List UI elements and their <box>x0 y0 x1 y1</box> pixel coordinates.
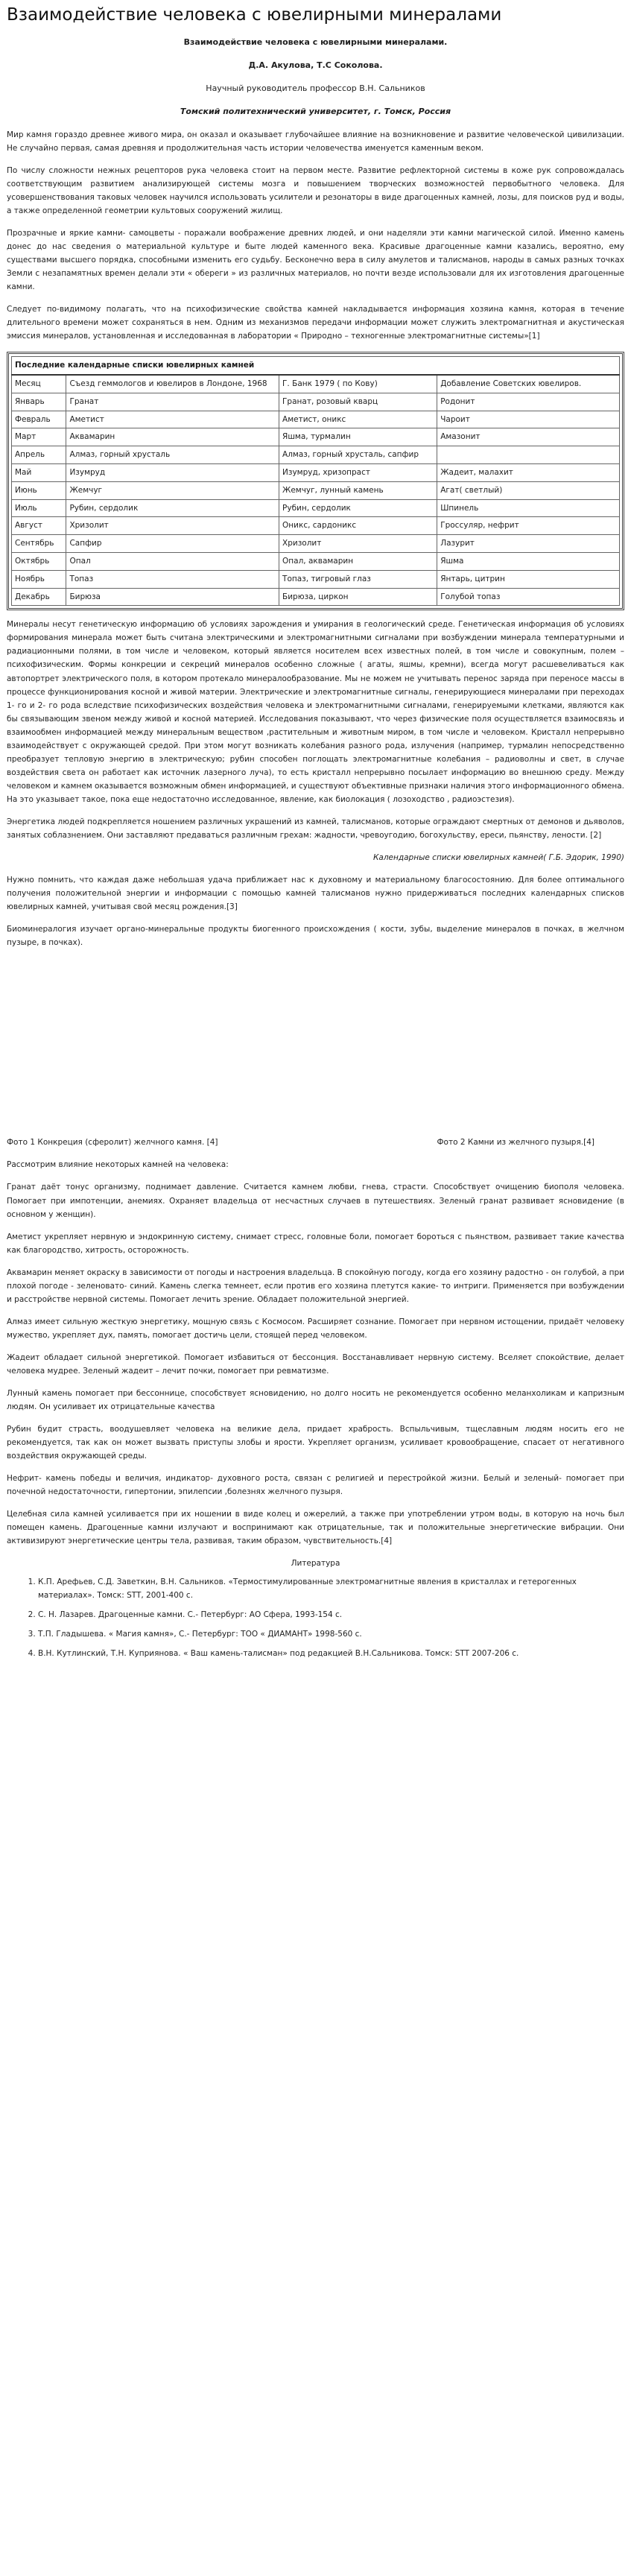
body-section <box>7 618 624 949</box>
table-caption: Последние календарные списки ювелирных камней <box>12 357 620 375</box>
table-cell: Аметист <box>66 411 279 428</box>
paragraph: Биоминералогия изучает органо-минеральные продукты биогенного происхождения ( кости, зубы, выделение минералов в почках, в желчном пузыре, в почках). <box>7 925 624 948</box>
table-cell: Март <box>12 428 66 446</box>
table-row <box>12 411 620 428</box>
table-row <box>12 428 620 446</box>
table-row <box>12 552 620 570</box>
table-cell: Опал, аквамарин <box>279 552 437 570</box>
references-title: Литература <box>291 1559 340 1569</box>
table-cell: Амазонит <box>437 428 620 446</box>
table-cell: Изумруд <box>66 463 279 481</box>
reference-item: 1. К.П. Арефьев, С.Д. Заветкин, В.Н. Сальников. «Термостимулированные электромагнитные явления в кристаллах и гетерогенных материалах». Томск: STT, 2001-400 с. <box>38 1575 624 1602</box>
table-cell: Янтарь, цитрин <box>437 570 620 588</box>
table-cell: Сапфир <box>66 535 279 553</box>
table-cell: Алмаз, горный хрусталь <box>66 446 279 464</box>
table-cell: Топаз <box>66 570 279 588</box>
paragraph: Алмаз имеет сильную жесткую энергетику, мощную связь с Космосом. Расширяет сознание. Помогает при нервном истощении, придаёт человеку мужество, укрепляет дух, память, помогает достичь цели, стоящей перед человеком. <box>7 1317 624 1340</box>
table-header-cell: Г. Банк 1979 ( по Кову) <box>279 375 437 393</box>
references-list <box>7 1575 624 1660</box>
table-cell: Бирюза <box>66 588 279 606</box>
reference-item: 2. С. Н. Лазарев. Драгоценные камни. С.- Петербург: АО Сфера, 1993-154 с. <box>38 1608 624 1621</box>
minerals-section <box>7 1158 624 1548</box>
paragraph: Нужно помнить, что каждая даже небольшая удача приближает нас к духовному и материальному благосостоянию. Для более оптимального получения положительной энергии и информации с помощью камней талисманов нужно придерживаться последних календарных списков ювелирных камней, учитывая свой месяц рождения.[3] <box>7 876 624 912</box>
table-cell: Октябрь <box>12 552 66 570</box>
table-cell: Агат( светлый) <box>437 481 620 499</box>
table-cell: Родонит <box>437 393 620 411</box>
photo-area <box>7 958 624 1136</box>
table-cell: Рубин, сердолик <box>279 499 437 517</box>
paragraph: Целебная сила камней усиливается при их ношении в виде колец и ожерелий, а также при употреблении утром воды, в которую на ночь был помещен камень. Драгоценные камни излучают и воспринимают как отрицательные, так и положительные энергетические вибрации. Они активизируют энергетические центры тела, развивая, таким образом, чувствительность.[4] <box>7 1510 624 1546</box>
paragraph: Жадеит обладает сильной энергетикой. Помогает избавиться от бессонция. Восстанавливает нервную систему. Вселяет спокойствие, делает человека мудрее. Зеленый жадеит – лечит почки, помогает при ревматизме. <box>7 1352 624 1376</box>
table-header-cell: Месяц <box>12 375 66 393</box>
table-row <box>12 499 620 517</box>
table-cell: Гранат <box>66 393 279 411</box>
paragraph: Гранат даёт тонус организму, поднимает давление. Считается камнем любви, гнева, страсти. Способствует очищению биополя человека. Помогает при импотенции, анемиях. Охраняет владельца от несчастных случаев в путешествиях. Зеленый гранат развивает ясновидение (в основном у женщин). <box>7 1183 624 1219</box>
table-cell: Гранат, розовый кварц <box>279 393 437 411</box>
supervisor: Научный руководитель профессор В.Н. Сальников <box>206 83 425 93</box>
paragraph: Нефрит- камень победы и величия, индикатор- духовного роста, связан с религией и перестройкой жизни. Белый и зеленый- помогает при почечной недостаточности, гипертонии, эпилепсии ,болезнях желчного пузыря. <box>7 1474 624 1497</box>
table-cell: Июнь <box>12 481 66 499</box>
table-cell: Июль <box>12 499 66 517</box>
table-cell: Яшма <box>437 552 620 570</box>
table-cell <box>437 446 620 464</box>
table-cell: Бирюза, циркон <box>279 588 437 606</box>
table-cell: Голубой топаз <box>437 588 620 606</box>
table-cell: Август <box>12 517 66 535</box>
table-cell: Хризолит <box>66 517 279 535</box>
table-cell: Декабрь <box>12 588 66 606</box>
table-row <box>12 446 620 464</box>
paragraph: Аквамарин меняет окраску в зависимости от погоды и настроения владельца. В спокойную погоду, когда его хозяину радостно - он голубой, а при плохой погоде - зеленовато- синий. Камень слегка темнеет, если против его хозяина плетутся какие- то интриги. Применяется при возбуждении и расстройстве нервной системы. Помогает лечить зрение. Обладает положительной энергией. <box>7 1268 624 1304</box>
table-citation: Календарные списки ювелирных камней( Г.Б. Эдорик, 1990) <box>372 853 624 863</box>
table-cell: Ноябрь <box>12 570 66 588</box>
table-cell: Гроссуляр, нефрит <box>437 517 620 535</box>
table-row <box>12 588 620 606</box>
paragraph: Прозрачные и яркие камни- самоцветы - поражали воображение древних людей, и они наделяли эти камни магической силой. Именно камень донес до нас сведения о материальной культуре и быте людей каменного века. Красивые драгоценные камни казались, вероятно, ему существами высшего порядка, способными изменить его судьбу. Бесконечно вера в силу амулетов и талисманов, народы в самых разных точках Земли с незапамятных времен делали эти « обереги » из различных материалов, но почти везде использовали для их изготовления драгоценные камни. <box>7 228 624 291</box>
paragraph: Лунный камень помогает при бессоннице, способствует ясновидению, но долго носить не рекомендуется особенно меланхоликам и капризным людям. Он усиливает их отрицательные качества <box>7 1389 624 1412</box>
paragraph: Аметист укрепляет нервную и эндокринную систему, снимает стресс, головные боли, помогает бороться с пьянством, развивает такие качества как благородство, хитрость, осторожность. <box>7 1232 624 1255</box>
table-cell: Февраль <box>12 411 66 428</box>
table-cell: Рубин, сердолик <box>66 499 279 517</box>
table-header-cell: Съезд геммологов и ювелиров в Лондоне, 1968 <box>66 375 279 393</box>
table-header-cell: Добавление Советских ювелиров. <box>437 375 620 393</box>
table-cell: Жемчуг <box>66 481 279 499</box>
authors: Д.А. Акулова, Т.С Соколова. <box>248 60 383 70</box>
table-row <box>12 535 620 553</box>
table-cell: Январь <box>12 393 66 411</box>
table-cell: Опал <box>66 552 279 570</box>
table-cell: Жадеит, малахит <box>437 463 620 481</box>
table-cell: Аметист, оникс <box>279 411 437 428</box>
paragraph: Мир камня гораздо древнее живого мира, он оказал и оказывает глубочайшее влияние на возникновение и развитие человеческой цивилизации. Не случайно первая, самая древняя и продолжительная часть истории человечества именуется каменным веком. <box>7 130 624 153</box>
table-cell: Май <box>12 463 66 481</box>
paragraph: Рассмотрим влияние некоторых камней на человека: <box>7 1160 229 1170</box>
table-body <box>12 393 620 606</box>
table-cell: Изумруд, хризопраст <box>279 463 437 481</box>
table-row <box>12 463 620 481</box>
table-header-row <box>12 375 620 393</box>
table-cell: Хризолит <box>279 535 437 553</box>
intro-section <box>7 128 624 344</box>
table-cell: Жемчуг, лунный камень <box>279 481 437 499</box>
photo-caption-2: Фото 2 Камни из желчного пузыря.[4] <box>437 1138 594 1148</box>
table-cell: Алмаз, горный хрусталь, сапфир <box>279 446 437 464</box>
table-row <box>12 570 620 588</box>
paragraph: По числу сложности нежных рецепторов рука человека стоит на первом месте. Развитие рефлекторной системы в кожe рук сопровождалась соответствующим развитием анализирующей системы мозга и повышением творческих возможностей первобытного человека. Для усовершенствования таковых человек научился использовать усилители и резонаторы в виде драгоценных камней, лозы, для поисков руд и воды, а также определенной геометрии культовых сооружений жилищ. <box>7 165 624 215</box>
table-cell: Шпинель <box>437 499 620 517</box>
table-row <box>12 517 620 535</box>
page-title: Взаимодействие человека с ювелирными минералами <box>7 5 502 25</box>
photo-captions <box>7 1136 624 1149</box>
table-cell: Яшма, турмалин <box>279 428 437 446</box>
table-cell: Сентябрь <box>12 535 66 553</box>
table-cell: Лазурит <box>437 535 620 553</box>
table-cell: Аквамарин <box>66 428 279 446</box>
paragraph: Рубин будит страсть, воодушевляет человека на великие дела, придает храбрость. Вспыльчивым, тщеславным людям носить его не рекомендуется, так как он может вызвать приступы злобы и ярости. Укрепляет организм, усиливает кровообращение, спасает от негативного воздействия окружающей среды. <box>7 1425 624 1461</box>
table-row <box>12 481 620 499</box>
table-cell: Чароит <box>437 411 620 428</box>
photo-caption-1: Фото 1 Конкреция (сферолит) желчного камня. [4] <box>7 1138 218 1148</box>
calendar-table-frame <box>7 352 624 610</box>
paragraph: Следует по-видимому полагать, что на психофизические свойства камней накладывается информация хозяина камня, которая в течение длительного времени может сохраняться в нем. Одним из механизмов передачи информации может служить электромагнитная и акустическая эмиссия минералов, установленная и исследованная в лаборатории « Природно – техногенные электромагнитные системы»[1] <box>7 305 624 341</box>
table-cell: Оникс, сардоникс <box>279 517 437 535</box>
affiliation: Томский политехнический университет, г. Томск, Россия <box>180 106 451 116</box>
table-row <box>12 393 620 411</box>
table-cell: Апрель <box>12 446 66 464</box>
table-cell: Топаз, тигровый глаз <box>279 570 437 588</box>
reference-item: 4. В.Н. Кутлинский, Т.Н. Куприянова. « Ваш камень-талисман» под редакцией В.Н.Сальникова. Томск: STT 2007-206 с. <box>38 1647 624 1660</box>
calendar-table <box>11 356 620 606</box>
reference-item: 3. Т.П. Гладышева. « Магия камня», С.- Петербург: ТОО « ДИАМАНТ» 1998-560 с. <box>38 1627 624 1641</box>
paragraph: Энергетика людей подкрепляется ношением различных украшений из камней, талисманов, которые ограждают смертных от демонов и дьяволов, занятых соблазнением. Они заставляют предаваться различным грехам: жадности, чревоугодию, богохульству, ереси, пьянству, лености. [2] <box>7 817 624 841</box>
paper-subtitle: Взаимодействие человека с ювелирными минералами. <box>183 37 448 47</box>
paragraph: Минералы несут генетическую информацию об условиях зарождения и умирания в геологический среде. Генетическая информация об условиях формирования минерала может быть считана электрическими и электромагнитными сигналами при возбуждении минерала температурными и радиационными полями, в том числе и человеком, который является носителем всех известных полей, в том числе и совокупным, полем – психофизическим. Формы конкреции и секреций минералов особенно сложные ( агаты, яшмы, кремни), всегда могут расшевеливаться как автопортрет электрического поля, в котором протекало минералообразование. Мы не можем не учитывать перенос заряда при переносе массы в процессе функционирования косной и живой материи. Электрические и электромагнитные сигналы, генерирующиеся минералами при переходах 1- го и 2- го рода вследствие психофизических воздействия человека и электромагнитными сигналами, генерируемыми клетками, являются как бы связывающим звеном между живой и косной материей. Исследования показывают, что через физические поля осуществляется взаимосвязь и взаимообмен информацией между минеральным веществом ,растительным и животным миром, в том числе и человеком. Кристалл непрерывно взаимодействует с окружающей средой. При этом могут возникать колебания разного рода, излучения (например, турмалин непосредственно преобразует тепловую энергию в электрическую; рубин способен поглощать электромагнитные колебания – радиоволны и свет, в случае воздействия света он работает как источник лазерного луча), то есть кристалл непрерывно посылает информацию во внешнюю среду. Между человеком и камнем оказывается возможным обмен информацией, и существуют объективные признаки наличия этого информационного обмена. На это указывает такое, пока еще недостаточно исследованное, явление, как биолокация ( лозоходство , радиоэстезия). <box>7 620 624 804</box>
